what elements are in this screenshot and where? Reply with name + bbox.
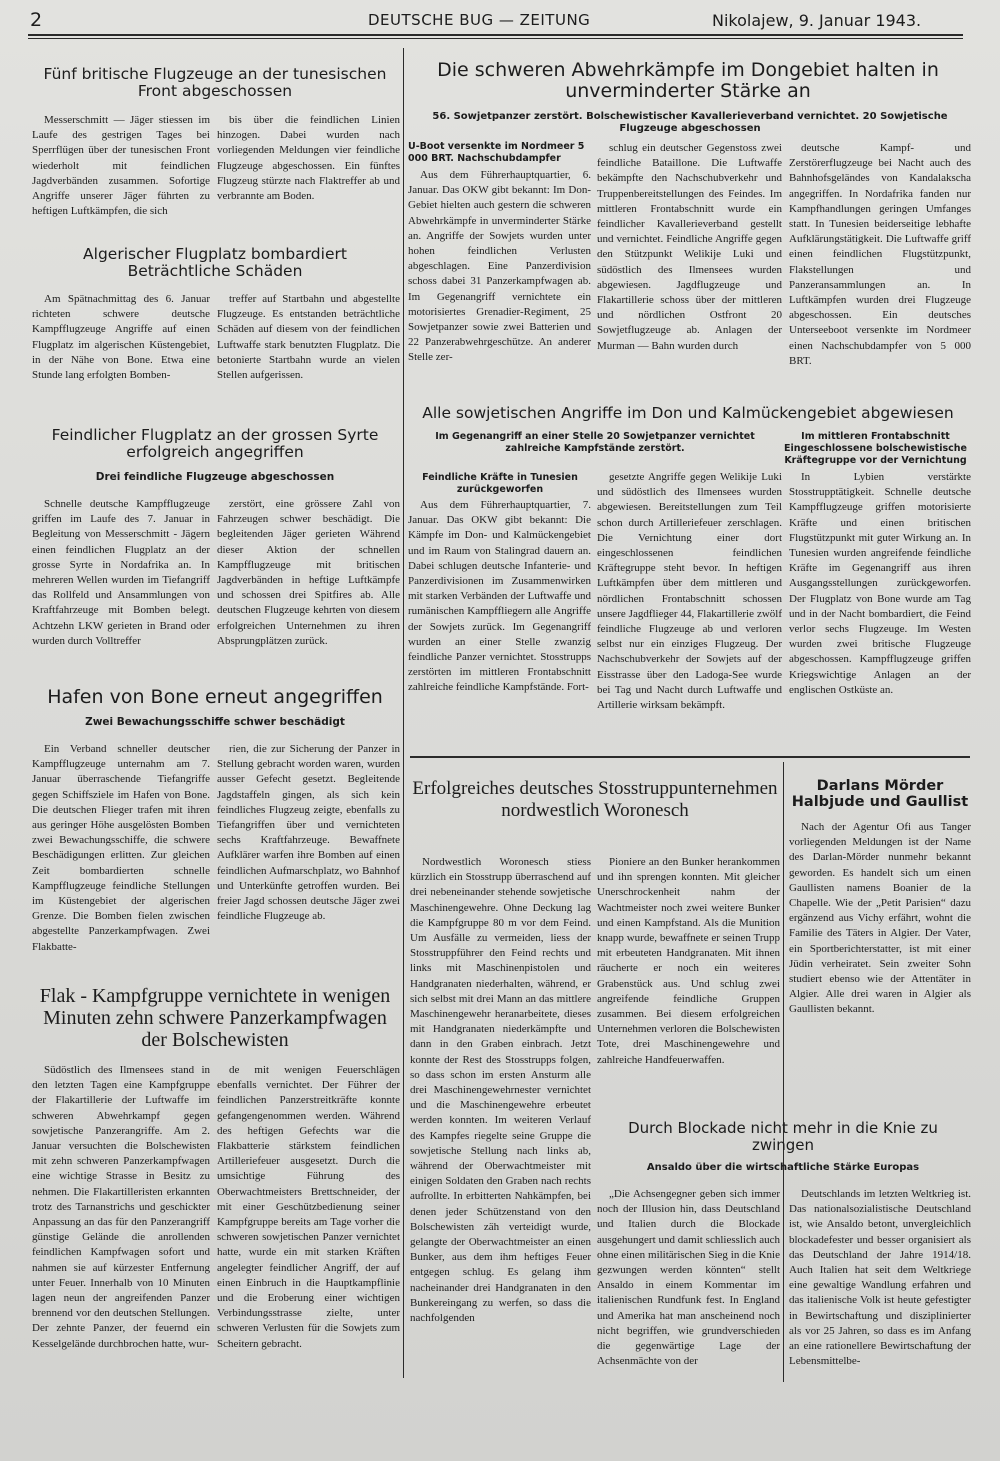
article-text: deutsche Kampf- und Zerstörerflugzeuge bei Nacht auch des Bahnhofsgeländes von Kandalakscha angegriffen. In Nordafrika fanden nur Kampfhandlungen geringen Umfanges statt. In Tunesien beiderseitige lebhafte Aufklärungstätigkeit. Die Luftwaffe griff einen feindlichen Flugstützpunkt, Flakstellungen und Panzeransammlungen an. In Luftkämpfen wurden drei Flugzeuge abgeschossen. Ein deutsches Unterseeboot versenkte im Nordmeer einen Nachschubdampfer von 5 000 BRT. [789, 142, 971, 367]
newspaper-title: DEUTSCHE BUG — ZEITUNG [368, 11, 591, 29]
article-text: zerstört, eine grössere Zahl von Fahrzeugen schwer beschädigt. Die begleitenden Jäger gerieten Während dieser Aktion der schnellen Kampfflugzeuge mit britischen Jagdverbänden in heftige Luftkämpfe und schossen drei Spitfires ab. Alle deutschen Flugzeuge kehrten von diesem erfolgreichen Unternehmen zu ihren Absprungplätzen zurück. [217, 498, 400, 647]
article-headline: Darlans Mörder Halbjude und Gaullist [791, 778, 969, 811]
box-headline: Feindliche Kräfte in Tunesien zurückgeworfen [422, 472, 578, 495]
article-text: de mit wenigen Feuerschlägen ebenfalls vernichtet. Der Führer der feindlichen Panzerstreitkräfte konnte gefangengenommen werden. Während des heftigen Gefechts war die Flakbatterie stärkstem feindlichen Artilleriefeuer ausgesetzt. Durch die umsichtige Führung des Oberwachtmeisters Brettschneider, der mit einer Geschützbedienung seiner Kampfgruppe bereits am Tage vorher die schweren sowjetischen Panzer vernichtet hatte, wurde ein mit starken Kräften angelegter feindlicher Angriff, der auf einen Einbruch in die Hauptkampflinie und die Eroberung einer wichtigen Verbindungsstrasse zielte, unter schweren Verlusten für die Sowjets zum Scheitern gebracht. [217, 1064, 400, 1350]
article-text: Ein Verband schneller deutscher Kampfflugzeuge unternahm am 7. Januar überraschende Tiefangriffe gegen Schiffsziele im Hafen von Bone. Die deutschen Flieger trafen mit ihren aus geringer Höhe ausgelösten Bomben zwei Bewachungsschiffe, die schwere Beschädigungen erlitten. Zur gleichen Zeit bombardierten schnelle Kampfflugzeuge feindliche Stellungen im Küstengebiet der algerischen Grenze. Die Bomben fielen zwischen abgestellte Panzerkampfwagen. Zwei Flakbatte- [32, 743, 210, 953]
section-rule-right [410, 756, 970, 758]
article-text: Aus dem Führerhauptquartier, 6. Januar. Das OKW gibt bekannt: Im Don-Gebiet hielten auch gestern die schweren Abwehrkämpfe in unverminderter Stärke an. Angriffe der Sowjets wurden unter hohen feindlichen Verlusten abgeschlagen. Eine Panzerdivision schoss dabei 31 Panzerkampfwagen ab. Im Gegenangriff vernichtete ein motorisiertes Grenadier-Regiment, 25 Sowjetpanzer sowie zwei Batterien und 22 Panzerabwehrgeschütze. An anderer Stelle zer- [408, 169, 591, 364]
article-headline: Hafen von Bone erneut angegriffen [47, 686, 383, 708]
article-text: Südöstlich des Ilmensees stand in den letzten Tagen eine Kampfgruppe der Flakartillerie der Luftwaffe im schweren Abwehrkampf gegen sowjetische Panzerangriffe. Am 2. Januar versuchten die Bolschewisten mit zehn schweren Panzerkampfwagen eine wichtige Strasse in Besitz zu nehmen. Die Flakartilleristen erkannten trotz des Tarnanstrichs und geschickter Anpassung an das für den Panzerangriff günstige Gelände die anrollenden feindlichen Kampfwagen sofort und nahmen sie auf kürzester Entfernung unter Feuer. Innerhalb von 10 Minuten lagen neun der angreifenden Panzer brennend vor den deutschen Stellungen. Der zehnte Panzer, der feuernd ein Kesselgelände durchbrochen hatte, wur- [32, 1064, 210, 1350]
masthead-rule-thin [28, 38, 963, 39]
masthead-rule [28, 34, 963, 36]
article-text: schlug ein deutscher Gegenstoss zwei feindliche Bataillone. Die Luftwaffe bekämpfte den Nachschubverkehr und Truppenbereitstellungen des Feindes. Im mittleren Frontabschnitt wurde ein feindlicher Kavallerieverband gestellt und vernichtet. Feindliche Angriffe gegen den Stützpunkt Welikije Luki und südöstlich des Ilmensees wurden abgewiesen. Jagdflugzeuge und Flakartillerie schoss über der mittleren und nördlichen Ostfront 20 Sowjetflugzeuge ab. Anlagen der Murman — Bahn wurden durch [597, 142, 782, 352]
article-subhead: 56. Sowjetpanzer zerstört. Bolschewistischer Kavallerieverband vernichtet. 20 Sowjetische Flugzeuge abgeschossen [432, 111, 948, 134]
article-subhead: Im Gegenangriff an einer Stelle 20 Sowjetpanzer vernichtet zahlreiche Kampfstände zerstört. [435, 431, 755, 454]
column-rule-left [403, 48, 404, 1378]
article-headline: Flak - Kampfgruppe vernichtete in wenigen Minuten zehn schwere Panzerkampfwagen der Bolschewisten [39, 985, 391, 1051]
article-headline: Die schweren Abwehrkämpfe im Dongebiet halten in unverminderter Stärke an [437, 59, 939, 103]
article-headline: Algerischer Flugplatz bombardiert Beträchtliche Schäden [83, 245, 347, 281]
article-text: bis über die feindlichen Linien hinzogen. Dabei wurden nach vorliegenden Meldungen vier feindliche Flugzeuge abgeschossen. Ein fünftes Flugzeug stürzte nach Flaktreffer ab und verbrannte am Boden. [217, 114, 400, 203]
article-text: gesetzte Angriffe gegen Welikije Luki und südöstlich des Ilmensees wurden abgewiesen. Bereitstellungen zum Teil schon durch Artilleriefeuer zerschlagen. Die Vernichtung einer dort eingeschlossenen feindlichen Kräftegruppe steht bevor. In heftigen Luftkämpfen über dem mittleren und nördlichen Frontabschnitt schossen unsere Jagdflieger 44, Flakartillerie zwölf feindliche Flugzeuge ab und verloren selbst nur ein einziges Flugzeug. Der Nachschubverkehr der Sowjets auf der Eisstrasse über den Ladoga-See wurde bei Tag und Nacht durch Luftwaffe und Artillerie wirksam bekämpft. [597, 471, 782, 712]
article-text: rien, die zur Sicherung der Panzer in Stellung gebracht worden waren, wurden ausser Gefecht gesetzt. Begleitende Jagdstaffeln gingen, als sich kein feindliches Flugzeug zeigte, ebenfalls zu Tiefangriffen über und vernichteten sechs Kraftfahrzeuge. Bewaffnete Aufklärer warfen ihre Bomben auf einen feindlichen Aufmarschplatz, wo Bahnhof und Unterkünfte getroffen wurden. Bei freier Jagd schossen deutsche Jäger zwei feindliche Flugzeuge ab. [217, 743, 400, 923]
article-subhead: Drei feindliche Flugzeuge abgeschossen [95, 471, 335, 483]
article-text: In Lybien verstärkte Stosstrupptätigkeit. Schnelle deutsche Kampfflugzeuge griffen motorisierte Kräfte und einen britischen Flugstützpunkt mit guter Wirkung an. In Tunesien wurden angreifende feindliche Kräfte im Gegenangriff aus ihren Ausgangsstellungen zurückgeworfen. Der Flugplatz von Bone wurde am Tag und in der Nacht bombardiert, die Feind verlor sechs Flugzeuge. Im Westen wurden zwei britische Flugzeuge abgeschossen. Kampfflugzeuge griffen Kriegswichtige Anlagen an der englischen Ostküste an. [789, 471, 971, 696]
article-headline: Durch Blockade nicht mehr in die Knie zu zwingen [628, 1119, 938, 1154]
article-text: Messerschmitt — Jäger stiessen im Laufe des gestrigen Tages bei Sperrflügen über der tunesischen Front wiederholt mit feindlichen Jagdverbänden zusammen. Sofortige Angriffe unserer Jäger führten zu heftigen Luftkämpfen, die sich [32, 114, 210, 218]
issue-date: Nikolajew, 9. Januar 1943. [712, 11, 922, 30]
article-subhead: Zwei Bewachungsschiffe schwer beschädigt [85, 716, 345, 728]
article-text: treffer auf Startbahn und abgestellte Flugzeuge. Es entstanden beträchtliche Schäden auf diesem von der feindlichen Luftwaffe stark benutzten Flugplatz. Die betonierte Startbahn wurde an vielen Stellen aufgerissen. [217, 293, 400, 382]
article-headline: Feindlicher Flugplatz an der grossen Syrte erfolgreich angegriffen [51, 426, 379, 462]
article-subhead: Im mittleren Frontabschnitt Eingeschlossene bolschewistische Kräftegruppe vor der Vernichtung [784, 431, 967, 466]
column-rule-darlan [783, 762, 784, 1382]
article-text: Schnelle deutsche Kampfflugzeuge griffen im Laufe des 7. Januar in Begleitung von Messerschmitt - Jägern einen feindlichen Flugplatz an der grosse Syrte in Nordafrika an. In mehreren Wellen wurden im Tiefangriff das Rollfeld und Ansammlungen von Kraftfahrzeuge mit Bomben belegt. Achtzehn LKW gerieten in Brand oder wurden durch Volltreffer [32, 498, 210, 647]
article-text: Nordwestlich Woronesch stiess kürzlich ein Stosstrupp überraschend auf drei nebeneinander stehende sowjetische Maschinengewehre. Ohne Deckung lag die Kampfgruppe 80 m vor dem Feind. Um Ausfälle zu vermeiden, liess der Stosstruppführer den Feind rechts und links mit Maschinenpistolen und Handgranaten niederhalten, während, er sich selbst mit drei Mann an das mittlere Maschinengewehr heranarbeitete, dieses mit Handgranaten niederkämpfte und dann in den Graben einbrach. Jetzt konnte der Rest des Stosstrupps folgen, so dass schon im ersten Ansturm alle drei Maschinengewehrnester vernichtet und die Maschinengewehre erbeutet werden konnten. Im weiteren Verlauf des Kampfes riegelte seine Gruppe die sowjetische Stellung nach links ab, während der Oberwachtmeister mit einigen Soldaten den Graben nach rechts aufrollte. In erbitterten Nahkämpfen, bei denen jeder Schützenstand von den Bolschewisten zäh verteidigt wurde, gelangte der Oberwachtmeister an einen Bunker, aus dem ihm heftiges Feuer entgegen schlug. Es gelang ihm nacheinander drei Handgranaten in den Bunkereingang zu werfen, so dass die nachfolgenden [410, 856, 591, 1325]
article-text: Pioniere an den Bunker herankommen und ihn sprengen konnten. Mit gleicher Unerschrockenheit nahm der Wachtmeister noch zwei weitere Bunker und einen Kampfstand. Als die Munition knapp wurde, bewaffnete er seinen Trupp mit erbeuteten Handgranaten. Mit ihnen räucherte er noch ein weiteres Grabenstück aus. Und schlug zwei angreifende feindliche Gruppen zusammen. Bei diesem erfolgreichen Unternehmen verloren die Bolschewisten Tote, drei Maschinengewehre und zahlreiche Handfeuerwaffen. [597, 856, 780, 1066]
page-number: 2 [30, 9, 43, 31]
article-headline: Erfolgreiches deutsches Stosstruppunternehmen nordwestlich Woronesch [412, 778, 778, 821]
article-headline: Fünf britische Flugzeuge an der tunesischen Front abgeschossen [43, 65, 387, 101]
article-subhead: Ansaldo über die wirtschaftliche Stärke Europas [646, 1162, 920, 1173]
article-text: „Die Achsengegner geben sich immer noch der Illusion hin, dass Deutschland und Italien durch die Blockade ausgehungert und damit schliesslich auch ohne einen militärischen Sieg in die Knie gezwungen werden könnten“ stellt Ansaldo in einem Kommentar im italienischen Rundfunk fest. In England und Amerika hat man anscheinend noch nicht begriffen, wie grundverschieden die gegenwärtige Lage der Achsenmächte von der [597, 1188, 780, 1368]
article-text: Nach der Agentur Ofi aus Tanger vorliegenden Meldungen ist der Name des Darlan-Mörder nunmehr bekannt geworden. Es handelt sich um einen Gaullisten namens Boanier de la Chapelle. Wie der „Petit Parisien“ dazu ergänzend aus Vichy erfährt, wohnt die Familie des Täters in Algier. Der Vater, ein Sportberichterstatter, ist mit einer Jüdin verheiratet. Sein zweiter Sohn studiert ebenso wie der Attentäter in Algier. Alle drei waren in Algier als Gaullisten bekannt. [789, 821, 971, 1016]
article-text: Aus dem Führerhauptquartier, 7. Januar. Das OKW gibt bekannt: Die Kämpfe im Don- und Kalmückengebiet und im Raum von Stalingrad dauern an. Dabei schlugen deutsche Infanterie- und Panzerdivisionen im Zusammenwirken mit starken Verbänden der Luftwaffe und rumänischen Kampffliegern alle Angriffe der Sowjets zurück. Im Gegenangriff wurden an einer Stelle zwanzig feindliche Panzer vernichtet. Stosstrupps zerstörten im mittleren Frontabschnitt zahlreiche feindliche Kampfstände. Fort- [408, 499, 591, 694]
article-text: Am Spätnachmittag des 6. Januar richteten schwere deutsche Kampfflugzeuge Angriffe auf einen Flugplatz im algerischen Küstengebiet, in der Nähe von Bone. Etwa eine Stunde lang erfolgten Bomben- [32, 293, 210, 382]
box-headline: U-Boot versenkte im Nordmeer 5 000 BRT. Nachschubdampfer [408, 141, 585, 164]
article-text: Deutschlands im letzten Weltkrieg ist. Das nationalsozialistische Deutschland ist, wie Ansaldo betont, unvergleichlich blockadefester und besser organisiert als das Deutschland der Jahre 1914/18. Auch Italien hat seit dem Weltkriege eine gewaltige Wandlung erfahren und das italienische Volk ist heute gefestigter in Bewirtschaftung und disziplinierter als vor 25 Jahren, so dass es im Anfang an eine rationellere Bewirtschaftung der Lebensmittelbe- [789, 1188, 971, 1368]
article-headline: Alle sowjetischen Angriffe im Don und Kalmückengebiet abgewiesen [422, 404, 954, 422]
